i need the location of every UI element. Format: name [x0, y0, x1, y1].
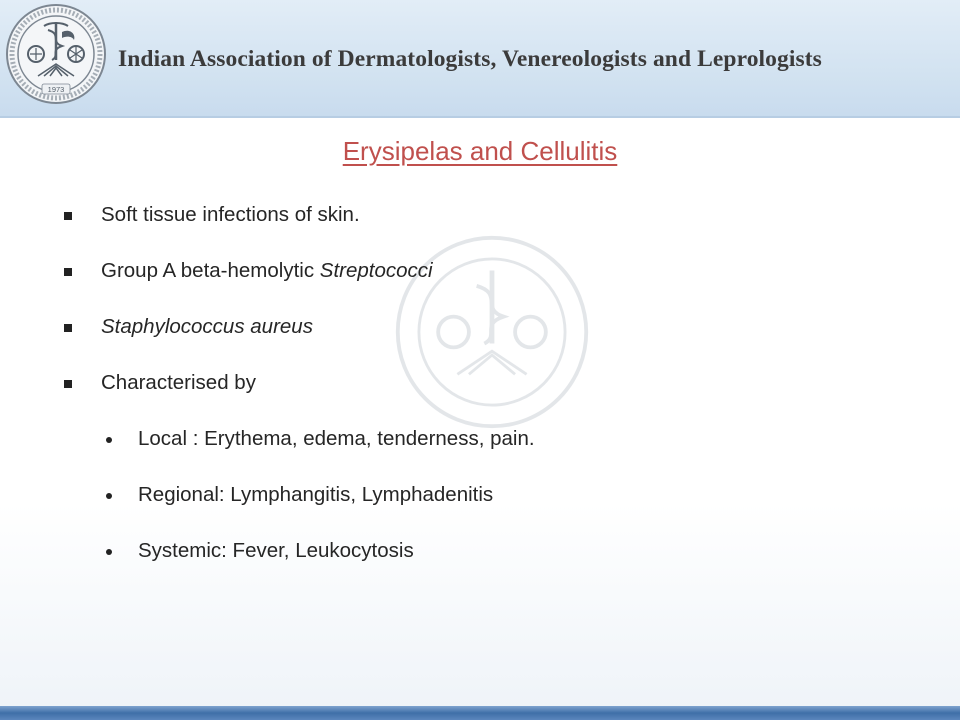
- square-bullet-icon: [64, 380, 72, 388]
- emblem-year: 1973: [47, 85, 65, 94]
- iadvl-emblem-icon: [4, 2, 108, 106]
- sub-bullet-text: Systemic: Fever, Leukocytosis: [138, 539, 414, 562]
- sub-bullet-item: [60, 427, 535, 483]
- slide-title: Erysipelas and Cellulitis: [342, 136, 618, 166]
- sub-bullet-text: Local : Erythema, edema, tenderness, pain.: [138, 427, 535, 450]
- footer-bar: [0, 706, 960, 720]
- bullet-text: Characterised by: [101, 371, 256, 394]
- sub-bullet-item: [60, 539, 535, 595]
- header-divider: [0, 116, 960, 118]
- bullet-text-italic: Staphylococcus aureus: [101, 315, 313, 338]
- square-bullet-icon: [64, 212, 72, 220]
- bullet-item: [60, 315, 535, 371]
- sub-bullet-text: Regional: Lymphangitis, Lymphadenitis: [138, 483, 494, 506]
- bullet-list: [60, 203, 535, 595]
- round-bullet-icon: [106, 493, 112, 499]
- bullet-text: Soft tissue infections of skin.: [101, 203, 360, 226]
- bullet-item: [60, 259, 535, 315]
- round-bullet-icon: [106, 437, 112, 443]
- organization-name: Indian Association of Dermatologists, Venereologists and Leprologists: [118, 46, 822, 72]
- bullet-text-italic: Streptococci: [319, 259, 433, 282]
- sub-bullet-item: [60, 483, 535, 539]
- square-bullet-icon: [64, 324, 72, 332]
- bullet-text: Group A beta-hemolytic: [101, 259, 320, 282]
- square-bullet-icon: [64, 268, 72, 276]
- round-bullet-icon: [106, 549, 112, 555]
- bullet-item: [60, 203, 535, 259]
- bullet-item: [60, 371, 535, 427]
